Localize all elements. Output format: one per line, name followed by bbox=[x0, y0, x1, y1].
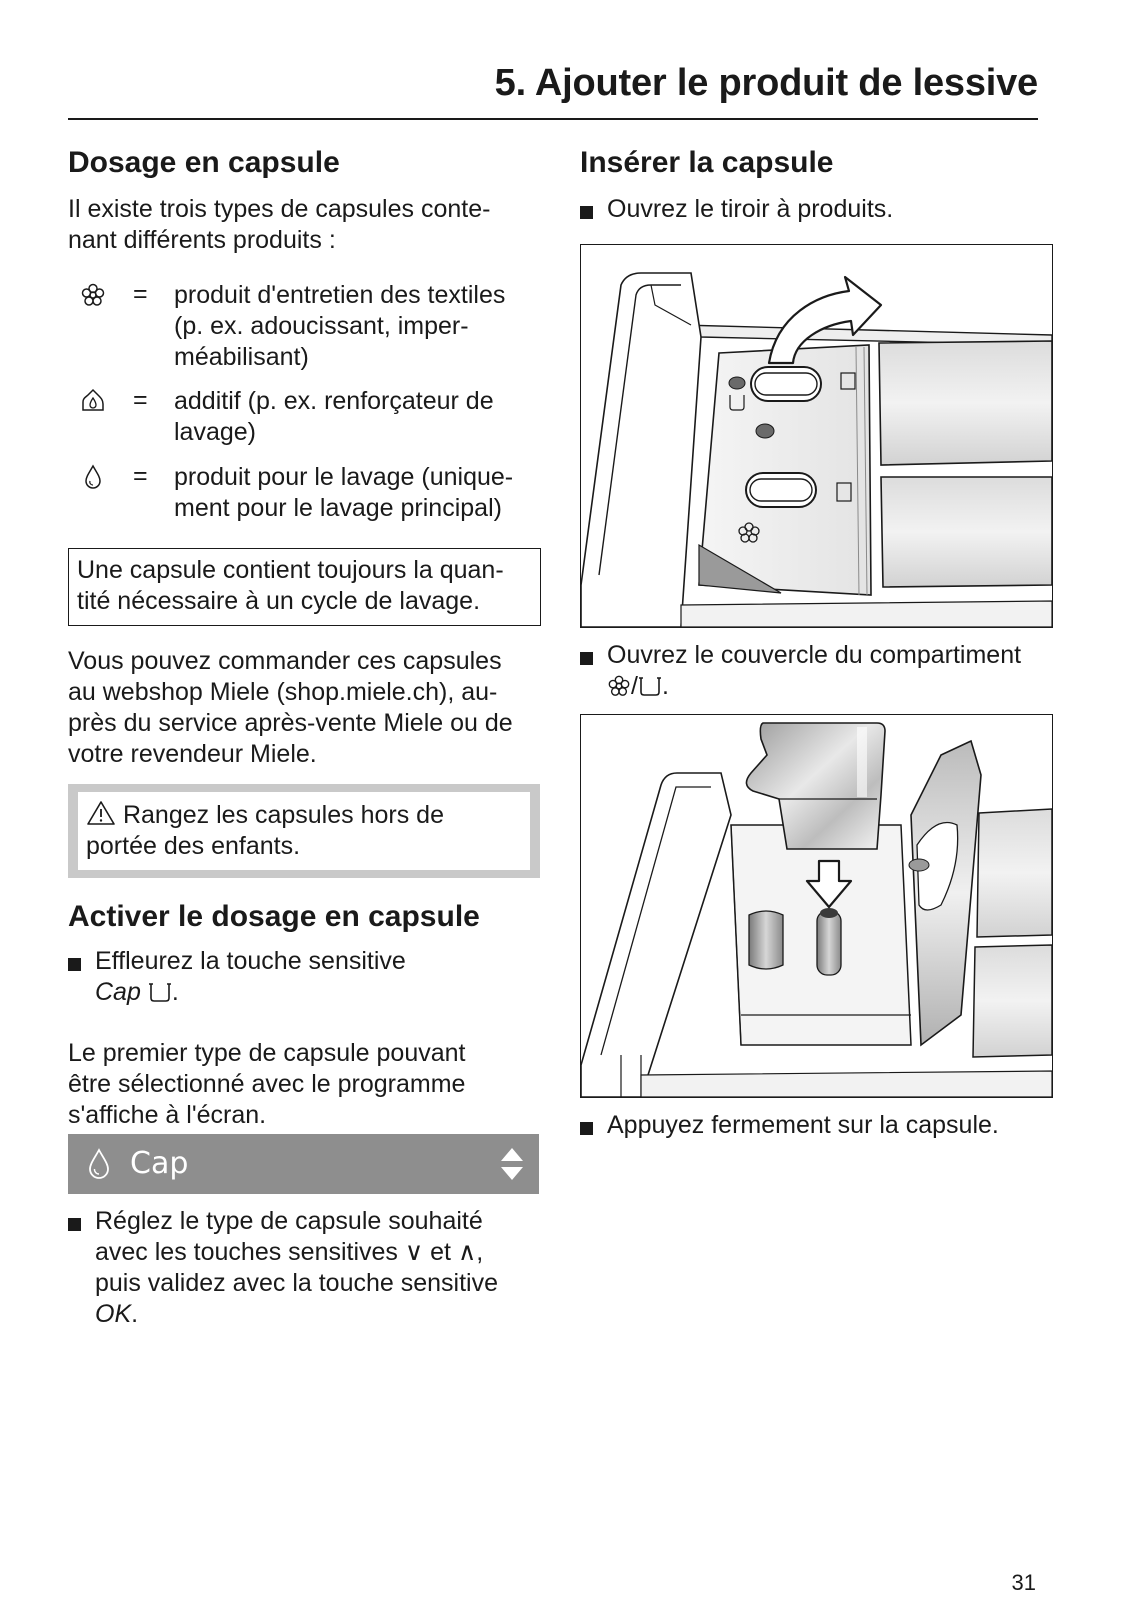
section-heading-dosage: Dosage en capsule bbox=[68, 146, 340, 179]
page-number: 31 bbox=[1011, 1570, 1036, 1595]
note-line: tité nécessaire à un cycle de lavage. bbox=[77, 587, 481, 615]
warning-line: portée des enfants. bbox=[86, 832, 301, 860]
step-line: Ouvrez le couvercle du compartiment bbox=[607, 641, 1022, 669]
warning-box bbox=[68, 784, 540, 878]
drop-icon bbox=[86, 1148, 112, 1180]
insert-step-3: Appuyez fermement sur la capsule. bbox=[607, 1111, 999, 1139]
figure-open-drawer bbox=[580, 244, 1053, 628]
order-line: Vous pouvez commander ces capsules bbox=[68, 647, 502, 675]
bullet bbox=[68, 958, 81, 971]
legend-text bbox=[174, 386, 544, 448]
punct: , bbox=[476, 1238, 484, 1266]
warning-line: Rangez les capsules hors de bbox=[122, 801, 444, 829]
step-line: Effleurez la touche sensitive bbox=[95, 947, 406, 975]
down-key-symbol: ∨ bbox=[404, 1238, 424, 1266]
bullet bbox=[580, 652, 593, 665]
activate-step-1 bbox=[95, 946, 535, 1008]
drawer-illustration bbox=[581, 245, 1052, 627]
warning-triangle-icon bbox=[86, 800, 116, 826]
legend-text bbox=[174, 462, 544, 524]
order-paragraph bbox=[68, 646, 548, 770]
display-screen bbox=[68, 1134, 539, 1194]
intro-line-2: nant différents produits : bbox=[68, 226, 336, 254]
note-line: Une capsule contient toujours la quan- bbox=[77, 556, 504, 584]
step-line: Réglez le type de capsule souhaité bbox=[95, 1207, 483, 1235]
order-line: votre revendeur Miele. bbox=[68, 740, 317, 768]
section-heading-insert: Insérer la capsule bbox=[580, 146, 834, 179]
punct: . bbox=[171, 978, 179, 1006]
intro-paragraph bbox=[68, 194, 538, 256]
capsule-icon bbox=[148, 981, 172, 1003]
punct: . bbox=[131, 1300, 139, 1328]
figure-insert-capsule bbox=[580, 714, 1053, 1098]
legend-text-line: méabilisant) bbox=[174, 343, 309, 371]
capsule-illustration bbox=[581, 715, 1052, 1097]
chapter-title: 5. Ajouter le produit de lessive bbox=[494, 62, 1038, 104]
section-heading-activate: Activer le dosage en capsule bbox=[68, 900, 480, 933]
legend-text-line: lavage) bbox=[174, 418, 256, 446]
bullet bbox=[580, 206, 593, 219]
text-line: s'affiche à l'écran. bbox=[68, 1101, 267, 1129]
legend-text bbox=[174, 280, 544, 373]
legend-text-line: produit d'entretien des textiles bbox=[174, 281, 506, 309]
order-line: près du service après-vente Miele ou de bbox=[68, 709, 513, 737]
intro-line-1: Il existe trois types de capsules conte- bbox=[68, 195, 491, 223]
separator: / bbox=[631, 672, 638, 700]
warning-content bbox=[78, 792, 530, 870]
legend-text-line: additif (p. ex. renforçateur de bbox=[174, 387, 494, 415]
legend-text-line: ment pour le lavage principal) bbox=[174, 494, 502, 522]
text-line: Le premier type de capsule pouvant bbox=[68, 1039, 466, 1067]
legend-equals: = bbox=[133, 386, 148, 414]
up-down-arrows-icon[interactable] bbox=[499, 1146, 525, 1182]
step-line: avec les touches sensitives bbox=[95, 1238, 398, 1266]
bullet bbox=[580, 1122, 593, 1135]
legend-text-line: (p. ex. adoucissant, imper- bbox=[174, 312, 469, 340]
step-line: puis validez avec la touche sensitive bbox=[95, 1269, 499, 1297]
insert-step-2 bbox=[607, 640, 1057, 702]
bullet bbox=[68, 1218, 81, 1231]
insert-step-1: Ouvrez le tiroir à produits. bbox=[607, 195, 894, 223]
note-box bbox=[68, 548, 541, 626]
ok-key-label: OK bbox=[95, 1300, 132, 1328]
additive-icon bbox=[80, 388, 106, 414]
legend-equals: = bbox=[133, 462, 148, 490]
punct: . bbox=[661, 672, 669, 700]
header-divider bbox=[68, 118, 1038, 120]
display-label: Cap bbox=[130, 1146, 189, 1181]
drop-icon bbox=[80, 464, 106, 490]
up-key-symbol: ∧ bbox=[457, 1238, 477, 1266]
legend-equals: = bbox=[133, 280, 148, 308]
activate-step-2 bbox=[95, 1206, 535, 1330]
order-line: au webshop Miele (shop.miele.ch), au- bbox=[68, 678, 498, 706]
activate-paragraph bbox=[68, 1038, 538, 1131]
capsule-icon bbox=[638, 675, 662, 697]
legend-text-line: produit pour le lavage (unique- bbox=[174, 463, 514, 491]
text-line: être sélectionné avec le programme bbox=[68, 1070, 466, 1098]
flower-icon bbox=[80, 282, 106, 308]
cap-key-label: Cap bbox=[95, 978, 141, 1006]
conjunction: et bbox=[430, 1238, 452, 1266]
flower-icon bbox=[607, 674, 631, 698]
